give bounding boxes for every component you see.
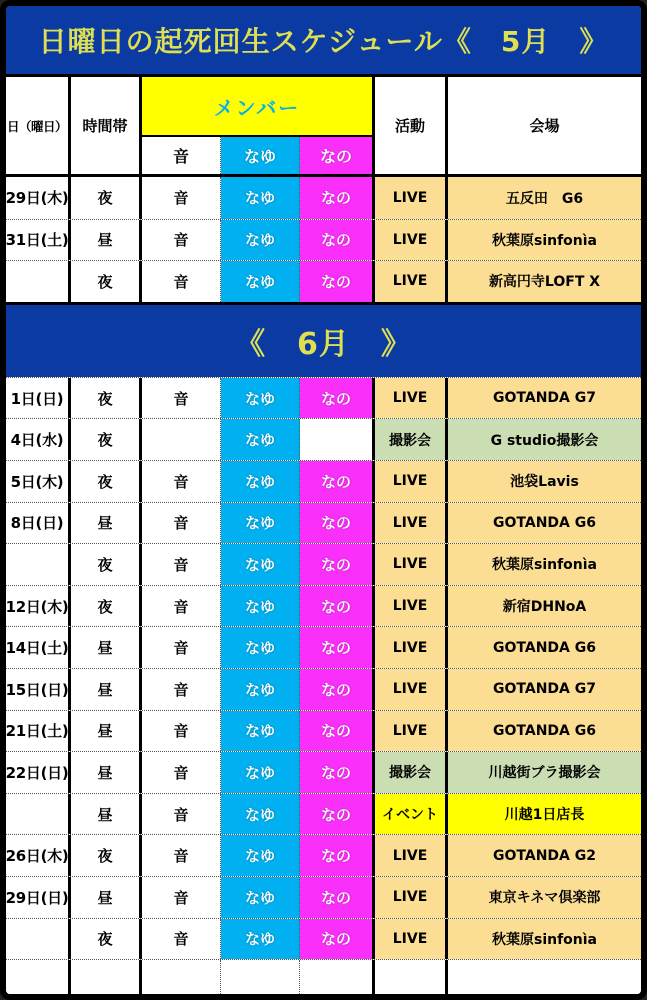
col-header-members: メンバー xyxy=(142,77,375,137)
schedule-row xyxy=(6,543,641,585)
col-header-activity: 活動 xyxy=(375,77,448,174)
schedule-row xyxy=(6,177,641,219)
member-column-group xyxy=(142,77,375,174)
time-cell: 夜 xyxy=(71,177,142,219)
venue-cell: 東京キネマ倶楽部 xyxy=(448,877,641,918)
time-cell: 昼 xyxy=(71,669,142,710)
schedule-row xyxy=(6,260,641,302)
date-cell xyxy=(6,960,71,994)
member-oto-cell: 音 xyxy=(142,586,221,627)
activity-cell: LIVE xyxy=(375,220,448,261)
venue-cell: GOTANDA G6 xyxy=(448,627,641,668)
date-cell: 21日(土) xyxy=(6,711,71,752)
member-subheader-row xyxy=(142,137,375,174)
schedule-row xyxy=(6,460,641,502)
time-cell: 昼 xyxy=(71,794,142,835)
member-nayu-cell: なゆ xyxy=(221,835,300,876)
member-oto-cell: 音 xyxy=(142,261,221,302)
schedule-row xyxy=(6,751,641,793)
activity-cell: LIVE xyxy=(375,877,448,918)
date-cell: 15日(日) xyxy=(6,669,71,710)
member-oto-cell: 音 xyxy=(142,378,221,419)
venue-cell: 川越1日店長 xyxy=(448,794,641,835)
title-banner-june xyxy=(6,302,641,377)
schedule-row xyxy=(6,502,641,544)
schedule-row xyxy=(6,418,641,460)
time-cell: 昼 xyxy=(71,627,142,668)
member-nayu-cell: なゆ xyxy=(221,794,300,835)
activity-cell xyxy=(375,960,448,994)
member-nano-cell: なの xyxy=(300,586,375,627)
member-nayu-cell xyxy=(221,960,300,994)
date-cell: 29日(木) xyxy=(6,177,71,219)
member-oto-cell: 音 xyxy=(142,711,221,752)
time-cell xyxy=(71,960,142,994)
page-title: 日曜日の起死回生スケジュール《 5月 》 xyxy=(38,25,609,58)
schedule-row xyxy=(6,959,641,994)
activity-cell: LIVE xyxy=(375,586,448,627)
member-nano-cell: なの xyxy=(300,627,375,668)
col-header-oto: 音 xyxy=(142,137,221,174)
member-nano-cell: なの xyxy=(300,503,375,544)
time-cell: 夜 xyxy=(71,544,142,585)
time-cell: 夜 xyxy=(71,919,142,960)
col-header-date: 日（曜日） xyxy=(6,77,71,174)
time-cell: 昼 xyxy=(71,503,142,544)
member-oto-cell: 音 xyxy=(142,835,221,876)
date-cell xyxy=(6,919,71,960)
schedule-row xyxy=(6,626,641,668)
col-header-nayu: なゆ xyxy=(221,137,300,174)
activity-cell: LIVE xyxy=(375,544,448,585)
member-nano-cell: なの xyxy=(300,177,375,219)
member-oto-cell: 音 xyxy=(142,627,221,668)
activity-cell: 撮影会 xyxy=(375,752,448,793)
schedule-row xyxy=(6,219,641,261)
schedule-row xyxy=(6,834,641,876)
col-header-time: 時間帯 xyxy=(71,77,142,174)
may-section-rows xyxy=(6,177,641,302)
time-cell: 夜 xyxy=(71,419,142,460)
june-title: 《 6月 》 xyxy=(235,326,412,362)
june-section-rows xyxy=(6,377,641,994)
member-oto-cell: 音 xyxy=(142,503,221,544)
member-nayu-cell: なゆ xyxy=(221,177,300,219)
member-nano-cell: なの xyxy=(300,378,375,419)
member-nayu-cell: なゆ xyxy=(221,586,300,627)
venue-cell: GOTANDA G2 xyxy=(448,835,641,876)
schedule-row xyxy=(6,793,641,835)
member-oto-cell: 音 xyxy=(142,669,221,710)
date-cell: 29日(日) xyxy=(6,877,71,918)
schedule-row xyxy=(6,668,641,710)
member-nayu-cell: なゆ xyxy=(221,711,300,752)
schedule-row xyxy=(6,377,641,419)
activity-cell: LIVE xyxy=(375,378,448,419)
time-cell: 昼 xyxy=(71,752,142,793)
member-nayu-cell: なゆ xyxy=(221,752,300,793)
member-nayu-cell: なゆ xyxy=(221,919,300,960)
member-oto-cell: 音 xyxy=(142,544,221,585)
activity-cell: LIVE xyxy=(375,503,448,544)
time-cell: 夜 xyxy=(71,261,142,302)
date-cell: 26日(木) xyxy=(6,835,71,876)
activity-cell: LIVE xyxy=(375,835,448,876)
date-cell: 1日(日) xyxy=(6,378,71,419)
activity-cell: LIVE xyxy=(375,711,448,752)
schedule-row xyxy=(6,710,641,752)
member-oto-cell: 音 xyxy=(142,220,221,261)
venue-cell: G studio撮影会 xyxy=(448,419,641,460)
col-header-nano: なの xyxy=(300,137,375,174)
member-nayu-cell: なゆ xyxy=(221,877,300,918)
time-cell: 昼 xyxy=(71,711,142,752)
member-nano-cell: なの xyxy=(300,919,375,960)
member-oto-cell: 音 xyxy=(142,877,221,918)
member-nayu-cell: なゆ xyxy=(221,669,300,710)
member-nayu-cell: なゆ xyxy=(221,627,300,668)
venue-cell: GOTANDA G6 xyxy=(448,711,641,752)
title-banner-may xyxy=(6,6,641,77)
member-nano-cell: なの xyxy=(300,794,375,835)
date-cell xyxy=(6,794,71,835)
member-nano-cell: なの xyxy=(300,261,375,302)
member-nayu-cell: なゆ xyxy=(221,419,300,460)
member-nano-cell: なの xyxy=(300,220,375,261)
date-cell: 14日(土) xyxy=(6,627,71,668)
activity-cell: LIVE xyxy=(375,627,448,668)
date-cell: 31日(土) xyxy=(6,220,71,261)
time-cell: 夜 xyxy=(71,378,142,419)
venue-cell: GOTANDA G7 xyxy=(448,378,641,419)
activity-cell: LIVE xyxy=(375,461,448,502)
activity-cell: LIVE xyxy=(375,919,448,960)
table-header xyxy=(6,77,641,177)
venue-cell: 新高円寺LOFT X xyxy=(448,261,641,302)
member-oto-cell: 音 xyxy=(142,794,221,835)
activity-cell: LIVE xyxy=(375,669,448,710)
venue-cell: 川越街ブラ撮影会 xyxy=(448,752,641,793)
date-cell: 8日(日) xyxy=(6,503,71,544)
member-nano-cell: なの xyxy=(300,544,375,585)
member-oto-cell: 音 xyxy=(142,177,221,219)
date-cell xyxy=(6,544,71,585)
venue-cell xyxy=(448,960,641,994)
venue-cell: 五反田 G6 xyxy=(448,177,641,219)
venue-cell: 秋葉原sinfonìa xyxy=(448,220,641,261)
venue-cell: 池袋Lavis xyxy=(448,461,641,502)
date-cell: 5日(木) xyxy=(6,461,71,502)
schedule-row xyxy=(6,918,641,960)
time-cell: 夜 xyxy=(71,586,142,627)
date-cell xyxy=(6,261,71,302)
member-nayu-cell: なゆ xyxy=(221,503,300,544)
member-oto-cell xyxy=(142,960,221,994)
member-nayu-cell: なゆ xyxy=(221,261,300,302)
date-cell: 4日(水) xyxy=(6,419,71,460)
schedule-row xyxy=(6,585,641,627)
venue-cell: GOTANDA G6 xyxy=(448,503,641,544)
member-oto-cell: 音 xyxy=(142,752,221,793)
member-oto-cell: 音 xyxy=(142,461,221,502)
time-cell: 夜 xyxy=(71,835,142,876)
member-nano-cell: なの xyxy=(300,835,375,876)
date-cell: 22日(日) xyxy=(6,752,71,793)
schedule-row xyxy=(6,876,641,918)
member-nayu-cell: なゆ xyxy=(221,461,300,502)
member-nayu-cell: なゆ xyxy=(221,220,300,261)
venue-cell: GOTANDA G7 xyxy=(448,669,641,710)
member-nano-cell xyxy=(300,960,375,994)
time-cell: 昼 xyxy=(71,877,142,918)
member-nano-cell: なの xyxy=(300,877,375,918)
venue-cell: 秋葉原sinfonìa xyxy=(448,544,641,585)
member-nayu-cell: なゆ xyxy=(221,544,300,585)
member-nano-cell: なの xyxy=(300,711,375,752)
member-nayu-cell: なゆ xyxy=(221,378,300,419)
activity-cell: 撮影会 xyxy=(375,419,448,460)
member-oto-cell: 音 xyxy=(142,919,221,960)
time-cell: 夜 xyxy=(71,461,142,502)
member-nano-cell: なの xyxy=(300,669,375,710)
activity-cell: LIVE xyxy=(375,261,448,302)
venue-cell: 秋葉原sinfonìa xyxy=(448,919,641,960)
activity-cell: イベント xyxy=(375,794,448,835)
date-cell: 12日(木) xyxy=(6,586,71,627)
activity-cell: LIVE xyxy=(375,177,448,219)
member-nano-cell: なの xyxy=(300,752,375,793)
member-oto-cell xyxy=(142,419,221,460)
member-nano-cell xyxy=(300,419,375,460)
member-nano-cell: なの xyxy=(300,461,375,502)
venue-cell: 新宿DHNoA xyxy=(448,586,641,627)
time-cell: 昼 xyxy=(71,220,142,261)
col-header-venue: 会場 xyxy=(448,77,641,174)
